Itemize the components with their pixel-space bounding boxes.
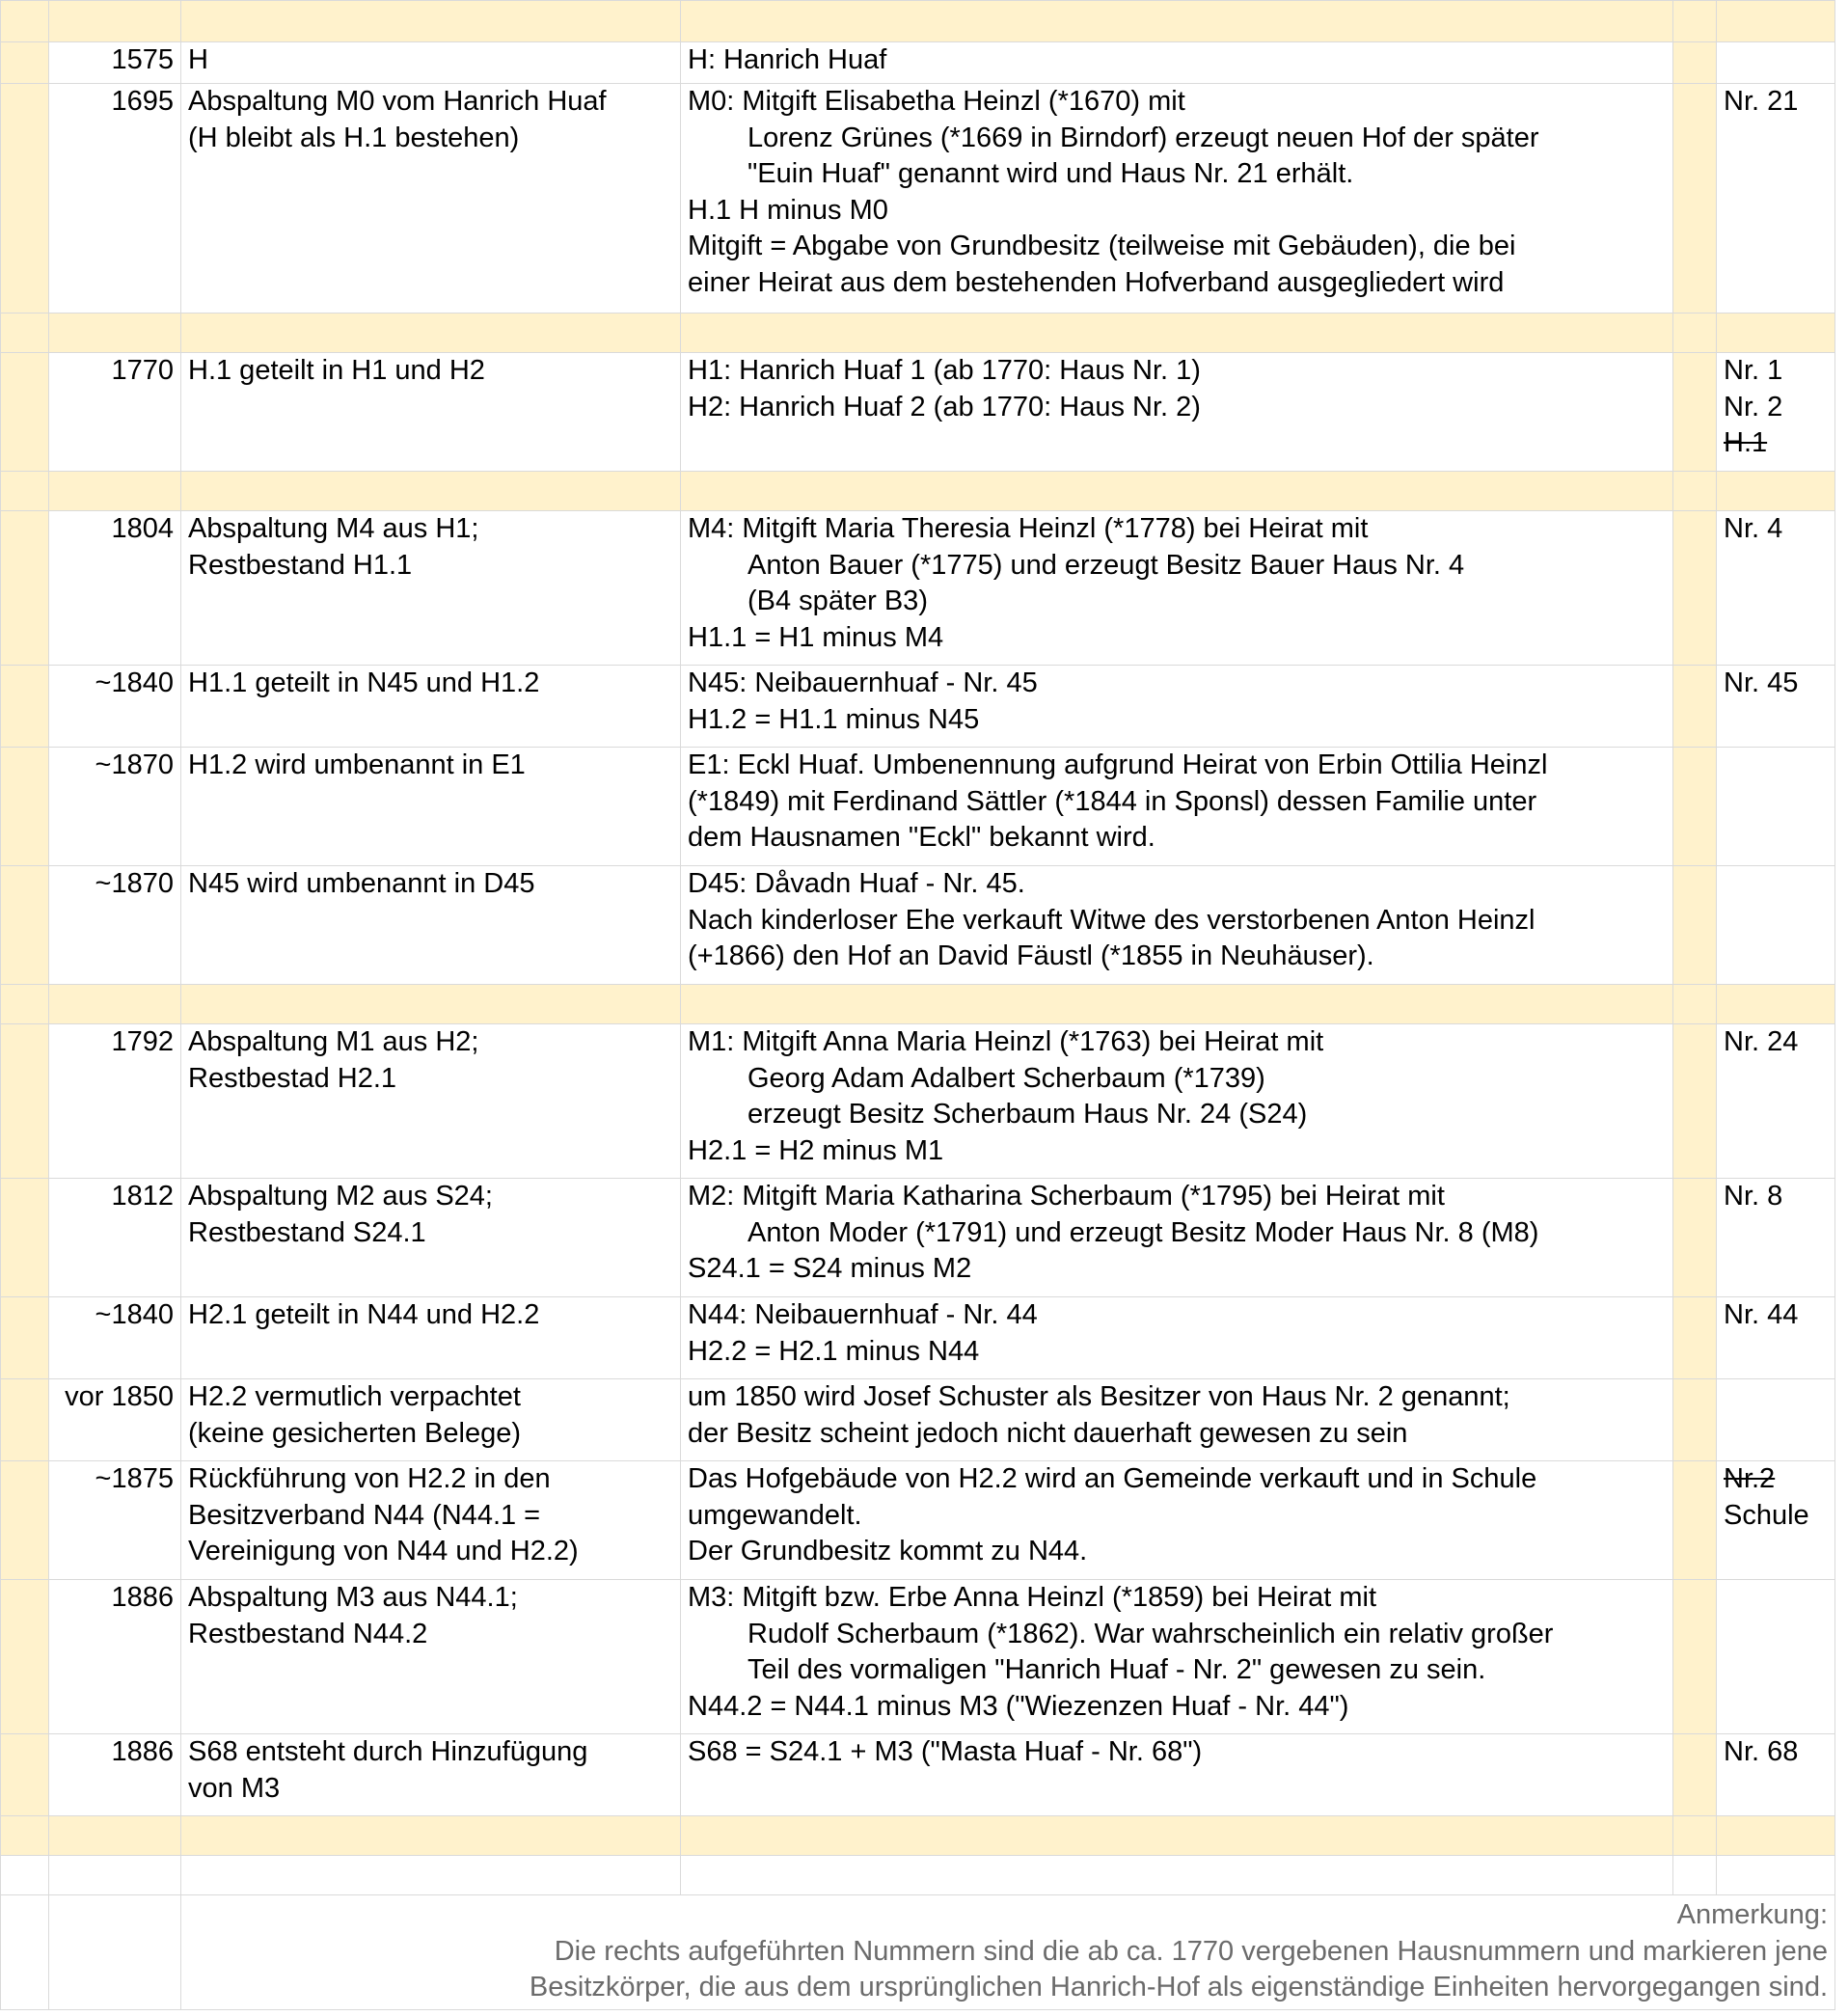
description-line: E1: Eckl Huaf. Umbenennung aufgrund Heirat von Erbin Ottilia Heinzl [688, 749, 1548, 780]
description-line: M2: Mitgift Maria Katharina Scherbaum (*1795) bei Heirat mit [688, 1181, 1445, 1212]
struck-house-number: Nr.2 [1724, 1463, 1776, 1494]
description-line: H.1 H minus M0 [688, 194, 888, 226]
empty-cell[interactable] [181, 313, 681, 353]
description-line: M0: Mitgift Elisabetha Heinzl (*1670) mit [688, 86, 1185, 117]
house-number-cell[interactable] [1717, 866, 1835, 985]
year-cell[interactable]: ~1870 [49, 748, 181, 866]
struck-house-number: H.1 [1724, 427, 1768, 458]
empty-cell[interactable] [681, 985, 1673, 1024]
house-number: Schule [1724, 1499, 1809, 1531]
year-cell[interactable]: ~1870 [49, 866, 181, 985]
description-line: Rudolf Scherbaum (*1862). War wahrscheinlich ein relativ großer [747, 1618, 1554, 1649]
description-line: (B4 später B3) [747, 586, 928, 616]
empty-cell[interactable] [1, 472, 49, 511]
event-cell[interactable] [181, 1179, 681, 1297]
description-line: einer Heirat aus dem bestehenden Hofverband ausgegliedert wird [688, 266, 1505, 298]
house-number-cell[interactable] [1717, 748, 1835, 866]
house-number-cell[interactable] [1717, 42, 1835, 84]
event-cell[interactable] [181, 1461, 681, 1580]
spacer-cell[interactable] [1673, 666, 1717, 748]
description-line: erzeugt Besitz Scherbaum Haus Nr. 24 (S24) [747, 1099, 1308, 1130]
event-line: Abspaltung M4 aus H1; [188, 513, 479, 544]
event-line: Abspaltung M0 vom Hanrich Huaf [188, 86, 607, 117]
description-line: der Besitz scheint jedoch nicht dauerhaft gewesen zu sein [688, 1417, 1408, 1449]
row-marker-cell[interactable] [1, 1297, 49, 1379]
description-line: um 1850 wird Josef Schuster als Besitzer von Haus Nr. 2 genannt; [688, 1381, 1510, 1412]
description-cell[interactable] [681, 1179, 1673, 1297]
empty-cell[interactable] [681, 1816, 1673, 1856]
empty-cell[interactable] [1717, 472, 1835, 511]
description-line: H: Hanrich Huaf [688, 44, 887, 75]
blank-row [1, 1856, 1835, 1895]
table-row [1, 1379, 1835, 1461]
empty-cell[interactable] [49, 313, 181, 353]
description-line: Teil des vormaligen "Hanrich Huaf - Nr. 2" gewesen zu sein. [747, 1654, 1486, 1685]
row-marker-cell[interactable] [1, 1734, 49, 1816]
event-line: Rückführung von H2.2 in den [188, 1463, 551, 1494]
table-row [1, 666, 1835, 748]
event-line: H [188, 44, 208, 75]
event-cell[interactable] [181, 666, 681, 748]
row-marker-cell[interactable] [1, 1179, 49, 1297]
note-line: Besitzkörper, die aus dem ursprünglichen Hanrich-Hof als eigenständige Einheiten hervorgegangen sind. [529, 1972, 1828, 2002]
empty-cell[interactable] [681, 472, 1673, 511]
empty-cell[interactable] [1673, 1856, 1717, 1895]
house-number-cell[interactable] [1717, 511, 1835, 666]
event-cell[interactable] [181, 511, 681, 666]
description-cell[interactable] [681, 511, 1673, 666]
description-line: M3: Mitgift bzw. Erbe Anna Heinzl (*1859) bei Heirat mit [688, 1582, 1377, 1613]
description-line: "Euin Huaf" genannt wird und Haus Nr. 21 erhält. [747, 158, 1354, 189]
year-cell[interactable]: 1804 [49, 511, 181, 666]
description-line: N44: Neibauernhuaf - Nr. 44 [688, 1299, 1038, 1330]
empty-cell[interactable] [1673, 472, 1717, 511]
row-marker-cell[interactable] [1, 666, 49, 748]
note-cell[interactable] [181, 1895, 1835, 2010]
event-cell[interactable] [181, 1379, 681, 1461]
description-cell[interactable] [681, 1734, 1673, 1816]
row-marker-cell[interactable] [1, 353, 49, 472]
house-number-cell[interactable] [1717, 1734, 1835, 1816]
house-number: Nr. 8 [1724, 1181, 1783, 1212]
house-number: Nr. 24 [1724, 1026, 1799, 1057]
description-line: D45: Dåvadn Huaf - Nr. 45. [688, 868, 1025, 899]
table-row [1, 1179, 1835, 1297]
description-line: Nach kinderloser Ehe verkauft Witwe des verstorbenen Anton Heinzl [688, 904, 1535, 936]
row-marker-cell[interactable] [1, 748, 49, 866]
year-cell[interactable]: 1812 [49, 1179, 181, 1297]
note-row [1, 1895, 1835, 2010]
house-number: Nr. 4 [1724, 513, 1783, 544]
description-cell[interactable] [681, 84, 1673, 313]
table-row [1, 84, 1835, 313]
separator-row [1, 1, 1835, 42]
description-cell[interactable] [681, 1379, 1673, 1461]
event-cell[interactable] [181, 866, 681, 985]
empty-cell[interactable] [1717, 1856, 1835, 1895]
table-row [1, 1297, 1835, 1379]
empty-cell[interactable] [1673, 1816, 1717, 1856]
empty-cell[interactable] [1, 1895, 49, 2010]
description-line: H2: Hanrich Huaf 2 (ab 1770: Haus Nr. 2) [688, 391, 1201, 422]
spacer-cell[interactable] [1673, 1024, 1717, 1179]
empty-cell[interactable] [49, 1856, 181, 1895]
empty-cell[interactable] [1673, 1, 1717, 42]
event-line: von M3 [188, 1772, 281, 1804]
description-line: S24.1 = S24 minus M2 [688, 1253, 972, 1284]
separator-row [1, 472, 1835, 511]
year-cell[interactable]: ~1840 [49, 666, 181, 748]
spacer-cell[interactable] [1673, 1179, 1717, 1297]
spacer-cell[interactable] [1673, 866, 1717, 985]
event-line: Restbestand H1.1 [188, 549, 413, 581]
year-cell[interactable]: 1886 [49, 1580, 181, 1734]
empty-cell[interactable] [181, 1, 681, 42]
description-line: M1: Mitgift Anna Maria Heinzl (*1763) bei Heirat mit [688, 1026, 1324, 1057]
event-line: H2.1 geteilt in N44 und H2.2 [188, 1299, 540, 1330]
description-line: Anton Moder (*1791) und erzeugt Besitz Moder Haus Nr. 8 (M8) [747, 1216, 1539, 1248]
description-line: H2.1 = H2 minus M1 [688, 1134, 944, 1166]
house-number: Nr. 1 [1724, 355, 1783, 386]
note-line: Die rechts aufgeführten Nummern sind die ab ca. 1770 vergebenen Hausnummern und markieren jene [554, 1935, 1828, 1967]
description-cell[interactable] [681, 353, 1673, 472]
table-row [1, 866, 1835, 985]
empty-cell[interactable] [1673, 985, 1717, 1024]
event-line: Besitzverband N44 (N44.1 = [188, 1499, 541, 1531]
house-number: Nr. 2 [1724, 391, 1783, 422]
empty-cell[interactable] [1717, 313, 1835, 353]
row-marker-cell[interactable] [1, 1024, 49, 1179]
spacer-cell[interactable] [1673, 1734, 1717, 1816]
empty-cell[interactable] [681, 313, 1673, 353]
description-line: Lorenz Grünes (*1669 in Birndorf) erzeugt neuen Hof der später [747, 122, 1539, 153]
empty-cell[interactable] [49, 1895, 181, 2010]
event-line: Vereinigung von N44 und H2.2) [188, 1536, 579, 1566]
year-cell[interactable]: ~1875 [49, 1461, 181, 1580]
event-cell[interactable] [181, 1734, 681, 1816]
spacer-cell[interactable] [1673, 353, 1717, 472]
description-line: (+1866) den Hof an David Fäustl (*1855 in Neuhäuser). [688, 940, 1374, 971]
year-cell[interactable]: 1770 [49, 353, 181, 472]
description-line: Mitgift = Abgabe von Grundbesitz (teilweise mit Gebäuden), die bei [688, 231, 1516, 261]
description-line: H2.2 = H2.1 minus N44 [688, 1335, 980, 1367]
empty-cell[interactable] [1673, 313, 1717, 353]
year-cell[interactable]: 1792 [49, 1024, 181, 1179]
empty-cell[interactable] [1717, 1816, 1835, 1856]
event-line: (H bleibt als H.1 bestehen) [188, 122, 520, 153]
empty-cell[interactable] [1717, 985, 1835, 1024]
row-marker-cell[interactable] [1, 1379, 49, 1461]
house-number: Nr. 45 [1724, 667, 1799, 698]
year-cell[interactable]: ~1840 [49, 1297, 181, 1379]
table-row [1, 42, 1835, 84]
row-marker-cell[interactable] [1, 1461, 49, 1580]
event-line: Restbestad H2.1 [188, 1062, 397, 1094]
event-cell[interactable] [181, 84, 681, 313]
empty-cell[interactable] [1717, 1, 1835, 42]
spacer-cell[interactable] [1673, 1297, 1717, 1379]
event-line: S68 entsteht durch Hinzufügung [188, 1736, 588, 1767]
event-line: H2.2 vermutlich verpachtet [188, 1381, 521, 1412]
description-line: H1: Hanrich Huaf 1 (ab 1770: Haus Nr. 1) [688, 355, 1201, 386]
event-cell[interactable] [181, 353, 681, 472]
table-row [1, 1580, 1835, 1734]
event-cell[interactable] [181, 42, 681, 84]
house-number-cell[interactable] [1717, 1461, 1835, 1580]
house-number-cell[interactable] [1717, 1580, 1835, 1734]
description-cell[interactable] [681, 748, 1673, 866]
table-row [1, 748, 1835, 866]
description-line: umgewandelt. [688, 1499, 862, 1531]
description-cell[interactable] [681, 666, 1673, 748]
event-cell[interactable] [181, 748, 681, 866]
event-line: Abspaltung M1 aus H2; [188, 1026, 479, 1057]
description-line: Der Grundbesitz kommt zu N44. [688, 1536, 1088, 1566]
empty-cell[interactable] [49, 1816, 181, 1856]
event-line: H.1 geteilt in H1 und H2 [188, 355, 485, 386]
spacer-cell[interactable] [1673, 511, 1717, 666]
description-cell[interactable] [681, 42, 1673, 84]
event-line: H1.1 geteilt in N45 und H1.2 [188, 667, 540, 698]
separator-row [1, 985, 1835, 1024]
spacer-cell[interactable] [1673, 42, 1717, 84]
house-number-cell[interactable] [1717, 1179, 1835, 1297]
description-line: dem Hausnamen "Eckl" bekannt wird. [688, 822, 1155, 853]
row-marker-cell[interactable] [1, 1580, 49, 1734]
event-line: N45 wird umbenannt in D45 [188, 868, 535, 899]
description-line: N44.2 = N44.1 minus M3 ("Wiezenzen Huaf - Nr. 44") [688, 1690, 1349, 1722]
house-number-cell[interactable] [1717, 666, 1835, 748]
description-line: H1.2 = H1.1 minus N45 [688, 703, 980, 735]
description-cell[interactable] [681, 1580, 1673, 1734]
description-line: Das Hofgebäude von H2.2 wird an Gemeinde verkauft und in Schule [688, 1463, 1537, 1494]
separator-row [1, 313, 1835, 353]
spacer-cell[interactable] [1673, 748, 1717, 866]
description-cell[interactable] [681, 1461, 1673, 1580]
house-number-cell[interactable] [1717, 1024, 1835, 1179]
spacer-cell[interactable] [1673, 84, 1717, 313]
event-line: Abspaltung M2 aus S24; [188, 1181, 493, 1212]
description-line: Anton Bauer (*1775) und erzeugt Besitz Bauer Haus Nr. 4 [747, 549, 1465, 581]
event-line: Restbestand N44.2 [188, 1618, 428, 1649]
table-row [1, 1461, 1835, 1580]
year-cell[interactable]: vor 1850 [49, 1379, 181, 1461]
event-line: H1.2 wird umbenannt in E1 [188, 749, 526, 780]
description-line: N45: Neibauernhuaf - Nr. 45 [688, 667, 1038, 698]
description-cell[interactable] [681, 866, 1673, 985]
table-row [1, 511, 1835, 666]
row-marker-cell[interactable] [1, 84, 49, 313]
empty-cell[interactable] [181, 985, 681, 1024]
spacer-cell[interactable] [1673, 1461, 1717, 1580]
empty-cell[interactable] [181, 1816, 681, 1856]
table-row [1, 1734, 1835, 1816]
description-line: S68 = S24.1 + M3 ("Masta Huaf - Nr. 68") [688, 1736, 1203, 1767]
empty-cell[interactable] [49, 985, 181, 1024]
note-title: Anmerkung: [1676, 1899, 1828, 1930]
house-number-cell[interactable] [1717, 1297, 1835, 1379]
description-line: H1.1 = H1 minus M4 [688, 621, 944, 653]
house-number-cell[interactable] [1717, 353, 1835, 472]
event-line: Abspaltung M3 aus N44.1; [188, 1582, 518, 1613]
house-number: Nr. 44 [1724, 1299, 1799, 1330]
empty-cell[interactable] [1, 985, 49, 1024]
empty-cell[interactable] [181, 472, 681, 511]
description-line: (*1849) mit Ferdinand Sättler (*1844 in Sponsl) dessen Familie unter [688, 785, 1537, 817]
empty-cell[interactable] [49, 472, 181, 511]
description-cell[interactable] [681, 1297, 1673, 1379]
row-marker-cell[interactable] [1, 42, 49, 84]
empty-cell[interactable] [49, 1, 181, 42]
house-number: Nr. 21 [1724, 86, 1799, 117]
description-line: Georg Adam Adalbert Scherbaum (*1739) [747, 1062, 1265, 1094]
separator-row [1, 1816, 1835, 1856]
empty-cell[interactable] [1, 1816, 49, 1856]
year-cell[interactable]: 1695 [49, 84, 181, 313]
house-number: Nr. 68 [1724, 1736, 1799, 1767]
event-cell[interactable] [181, 1024, 681, 1179]
empty-cell[interactable] [1, 1856, 49, 1895]
description-cell[interactable] [681, 1024, 1673, 1179]
house-number-cell[interactable] [1717, 84, 1835, 313]
table-row [1, 1024, 1835, 1179]
event-cell[interactable] [181, 1297, 681, 1379]
spacer-cell[interactable] [1673, 1379, 1717, 1461]
event-line: (keine gesicherten Belege) [188, 1417, 521, 1449]
event-line: Restbestand S24.1 [188, 1216, 426, 1248]
row-marker-cell[interactable] [1, 511, 49, 666]
spacer-cell[interactable] [1673, 1580, 1717, 1734]
row-marker-cell[interactable] [1, 866, 49, 985]
year-cell[interactable]: 1886 [49, 1734, 181, 1816]
table-row [1, 353, 1835, 472]
year-cell[interactable]: 1575 [49, 42, 181, 84]
empty-cell[interactable] [681, 1, 1673, 42]
empty-cell[interactable] [1, 1, 49, 42]
empty-cell[interactable] [681, 1856, 1673, 1895]
event-cell[interactable] [181, 1580, 681, 1734]
empty-cell[interactable] [1, 313, 49, 353]
house-number-cell[interactable] [1717, 1379, 1835, 1461]
empty-cell[interactable] [181, 1856, 681, 1895]
description-line: M4: Mitgift Maria Theresia Heinzl (*1778) bei Heirat mit [688, 513, 1369, 544]
